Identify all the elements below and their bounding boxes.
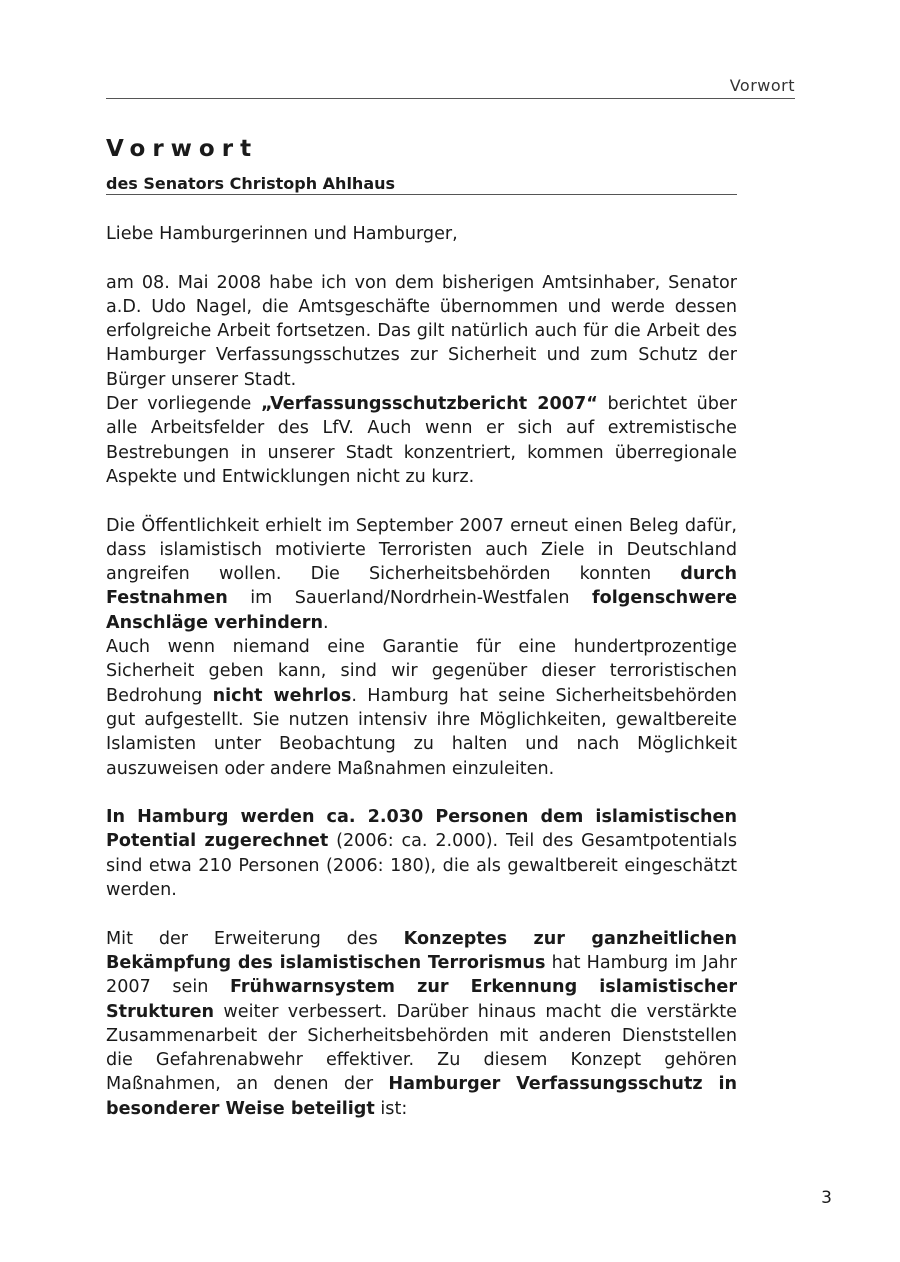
paragraph-3-emphasis-d: folgenschwere Anschläge verhindern <box>106 588 737 633</box>
paragraph-5-text-b: (2006: ca. 2.000). Teil des Gesamtpotentials sind etwa 210 Personen (2006: 180), die als gewaltbereit eingeschätzt werden. <box>106 831 737 901</box>
paragraph-1: am 08. Mai 2008 habe ich von dem bisherigen Amtsinhaber, Senator a.D. Udo Nagel, die Amtsgeschäfte übernommen und werde dessen erfolgreiche Arbeit fortsetzen. Das gilt natürlich auch für die Arbeit des Hamburger Verfassungsschutzes zur Sicherheit und zum Schutz der Bürger unserer Stadt. <box>106 272 737 390</box>
paragraph-3-text-e: . <box>323 612 329 633</box>
page-subtitle: des Senators Christoph Ahlhaus <box>106 174 396 193</box>
paragraph-6-emphasis-f: Hamburger Verfassungsschutz in besonderer Weise beteiligt <box>106 1074 738 1119</box>
running-header: Vorwort <box>729 76 795 95</box>
subtitle-rule <box>106 194 737 195</box>
paragraph-6-text-e: weiter verbessert. Darüber hinaus macht die verstärkte Zusammenarbeit der Sicherheitsbehörden mit anderen Dienststellen die Gefahrenabwehr effektiver. Zu diesem Konzept gehören Maßnahmen, an denen der <box>106 1001 737 1095</box>
report-title-emphasis: „Verfassungsschutzbericht 2007“ <box>260 394 598 415</box>
paragraph-6-emphasis-b: Konzeptes zur ganzheitlichen Bekämpfung des islamistischen Terrorismus <box>106 928 737 973</box>
paragraph-4 <box>106 635 737 781</box>
paragraph-4-text-a: Auch wenn niemand eine Garantie für eine hundertprozentige Sicherheit geben kann, sind wir gegenüber dieser terroristischen Bedrohung <box>106 637 737 706</box>
paragraph-3-text-c: im Sauerland/Nordrhein-Westfalen <box>227 588 592 609</box>
salutation: Liebe Hamburgerinnen und Hamburger, <box>106 224 458 244</box>
body-text <box>106 222 737 1121</box>
paragraph-3 <box>106 514 737 635</box>
paragraph-6-text-c: hat Hamburg im Jahr 2007 sein <box>106 952 737 998</box>
paragraph-6 <box>106 927 737 1121</box>
paragraph-6-text-a: Mit der Erweiterung des <box>106 928 404 949</box>
paragraph-2-text-a: Der vorliegende <box>106 394 261 415</box>
paragraph-3-text-a: Die Öffentlichkeit erhielt im September 2007 erneut einen Beleg dafür, dass islamistisch motivierte Terroristen auch Ziele in Deutschland angreifen wollen. Die Sicherheitsbehörden konnten <box>106 515 737 585</box>
paragraph-4-text-c: . Hamburg hat seine Sicherheitsbehörden gut aufgestellt. Sie nutzen intensiv ihre Möglichkeiten, gewaltbereite Islamisten unter Beobachtung zu halten und nach Möglichkeit auszuweisen oder andere Maßnahmen einzuleiten. <box>106 685 737 779</box>
paragraph-5-emphasis-a: In Hamburg werden ca. 2.030 Personen dem islamistischen Potential zugerechnet <box>106 807 737 852</box>
paragraph-5 <box>106 805 737 902</box>
header-rule <box>106 98 795 99</box>
page-number: 3 <box>821 1188 832 1208</box>
paragraph-2 <box>106 392 737 489</box>
paragraph-4-emphasis-b: nicht wehrlos <box>212 685 352 706</box>
page-title: Vorwort <box>106 136 259 162</box>
paragraph-6-emphasis-d: Frühwarnsystem zur Erkennung islamistischer Strukturen <box>106 977 737 1022</box>
paragraph-2-text-c: berichtet über alle Arbeitsfelder des LfV. Auch wenn er sich auf extremistische Bestrebungen in unserer Stadt konzentriert, kommen überregionale Aspekte und Entwicklungen nicht zu kurz. <box>106 394 737 487</box>
paragraph-6-text-g: ist: <box>374 1098 408 1119</box>
paragraph-3-emphasis-b: durch Festnahmen <box>106 564 737 609</box>
